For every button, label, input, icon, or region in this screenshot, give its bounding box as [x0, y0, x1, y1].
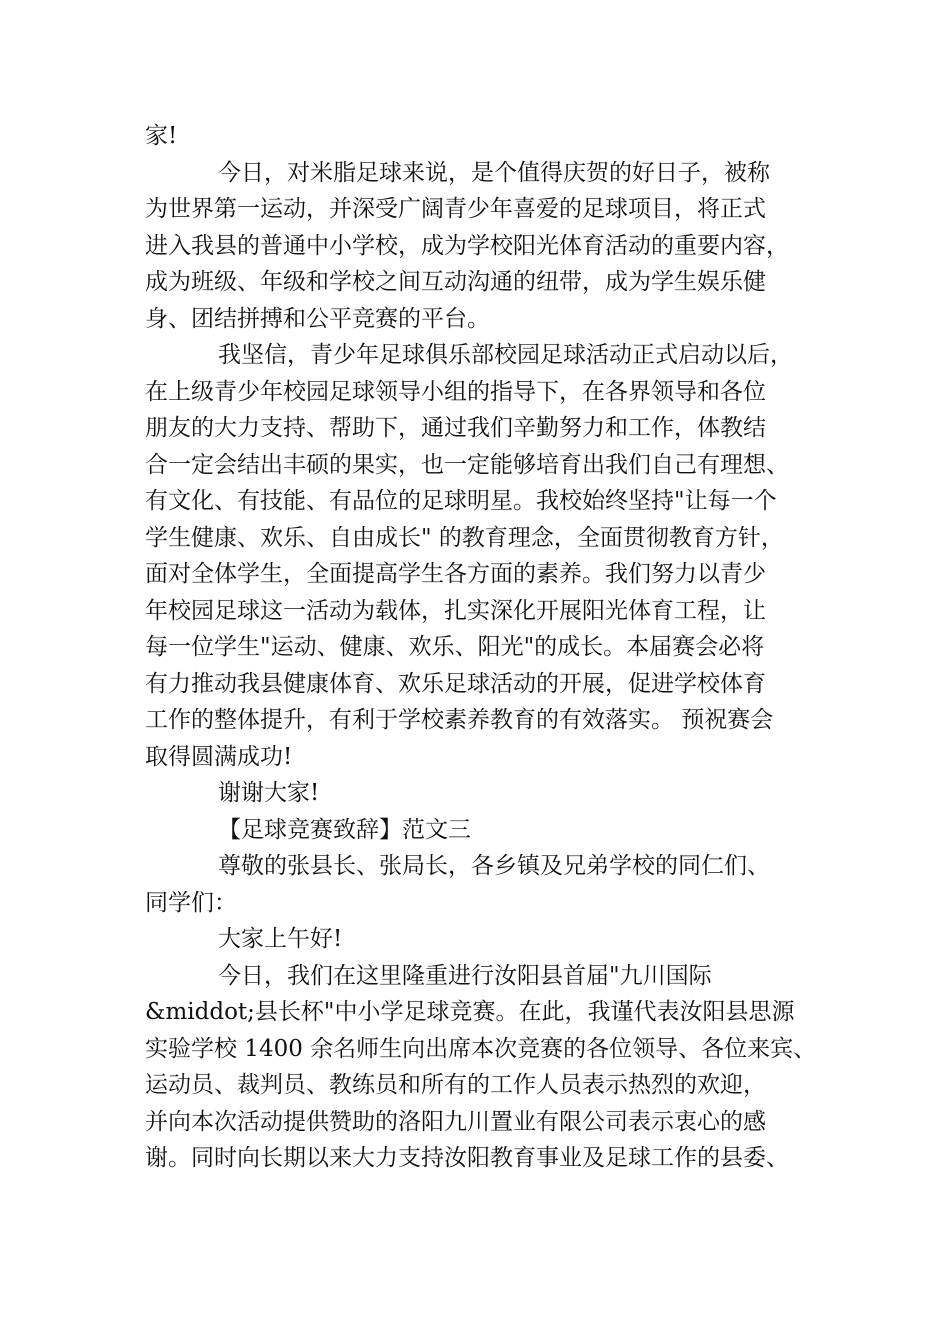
text-line: 年校园足球这一活动为载体，扎实深化开展阳光体育工程，让	[145, 597, 766, 624]
document-body	[145, 118, 825, 1177]
text-line: 在上级青少年校园足球领导小组的指导下，在各界领导和各位	[145, 378, 766, 405]
section-heading: 【足球竞赛致辞】范文三	[218, 816, 471, 843]
text-line: 今日，我们在这里隆重进行汝阳县首届"九川国际	[218, 962, 712, 989]
text-line: 同学们：	[145, 889, 237, 916]
text-line: 成为班级、年级和学校之间互动沟通的纽带，成为学生娱乐健	[145, 269, 766, 295]
text-line: 工作的整体提升，有利于学校素养教育的有效落实。 预祝赛会	[145, 707, 774, 733]
text-line: 有力推动我县健康体育、欢乐足球活动的开展，促进学校体育	[145, 670, 766, 697]
text-line: &middot;县长杯"中小学足球竞赛。在此，我谨代表汝阳县思源	[145, 999, 795, 1025]
text-line: 合一定会结出丰硕的果实，也一定能够培育出我们自己有理想、	[145, 451, 789, 478]
text-line: 面对全体学生，全面提高学生各方面的素养。我们努力以青少	[145, 561, 766, 587]
text-line: 谢。同时向长期以来大力支持汝阳教育事业及足球工作的县委、	[145, 1145, 789, 1171]
text-line: 为世界第一运动，并深受广阔青少年喜爱的足球项目，将正式	[145, 196, 766, 222]
text-line: 大家上午好!	[218, 926, 343, 952]
text-line: 家!	[145, 123, 178, 149]
text-line: 朋友的大力支持、帮助下，通过我们辛勤努力和工作，体教结	[145, 415, 766, 441]
text-line: 学生健康、欢乐、自由成长" 的教育理念，全面贯彻教育方针，	[145, 524, 784, 551]
text-line: 谢谢大家!	[218, 780, 320, 806]
text-line: 进入我县的普通中小学校，成为学校阳光体育活动的重要内容，	[145, 232, 789, 259]
text-line: 今日，对米脂足球来说，是个值得庆贺的好日子，被称	[218, 159, 770, 186]
text-line: 尊敬的张县长、张局长，各乡镇及兄弟学校的同仁们、	[218, 853, 770, 879]
text-line: 每一位学生"运动、健康、欢乐、阳光"的成长。本届赛会必将	[145, 634, 765, 660]
text-line: 并向本次活动提供赞助的洛阳九川置业有限公司表示衷心的感	[145, 1108, 766, 1135]
text-line: 有文化、有技能、有品位的足球明星。我校始终坚持"让每一个	[145, 488, 777, 514]
text-line: 运动员、裁判员、教练员和所有的工作人员表示热烈的欢迎，	[145, 1072, 766, 1098]
text-line: 我坚信，青少年足球俱乐部校园足球活动正式启动以后，	[218, 342, 793, 368]
text-line: 取得圆满成功!	[145, 743, 293, 770]
text-line: 实验学校 1400 余名师生向出席本次竞赛的各位领导、各位来宾、	[145, 1035, 817, 1062]
text-line: 身、团结拼搏和公平竞赛的平台。	[145, 305, 490, 332]
